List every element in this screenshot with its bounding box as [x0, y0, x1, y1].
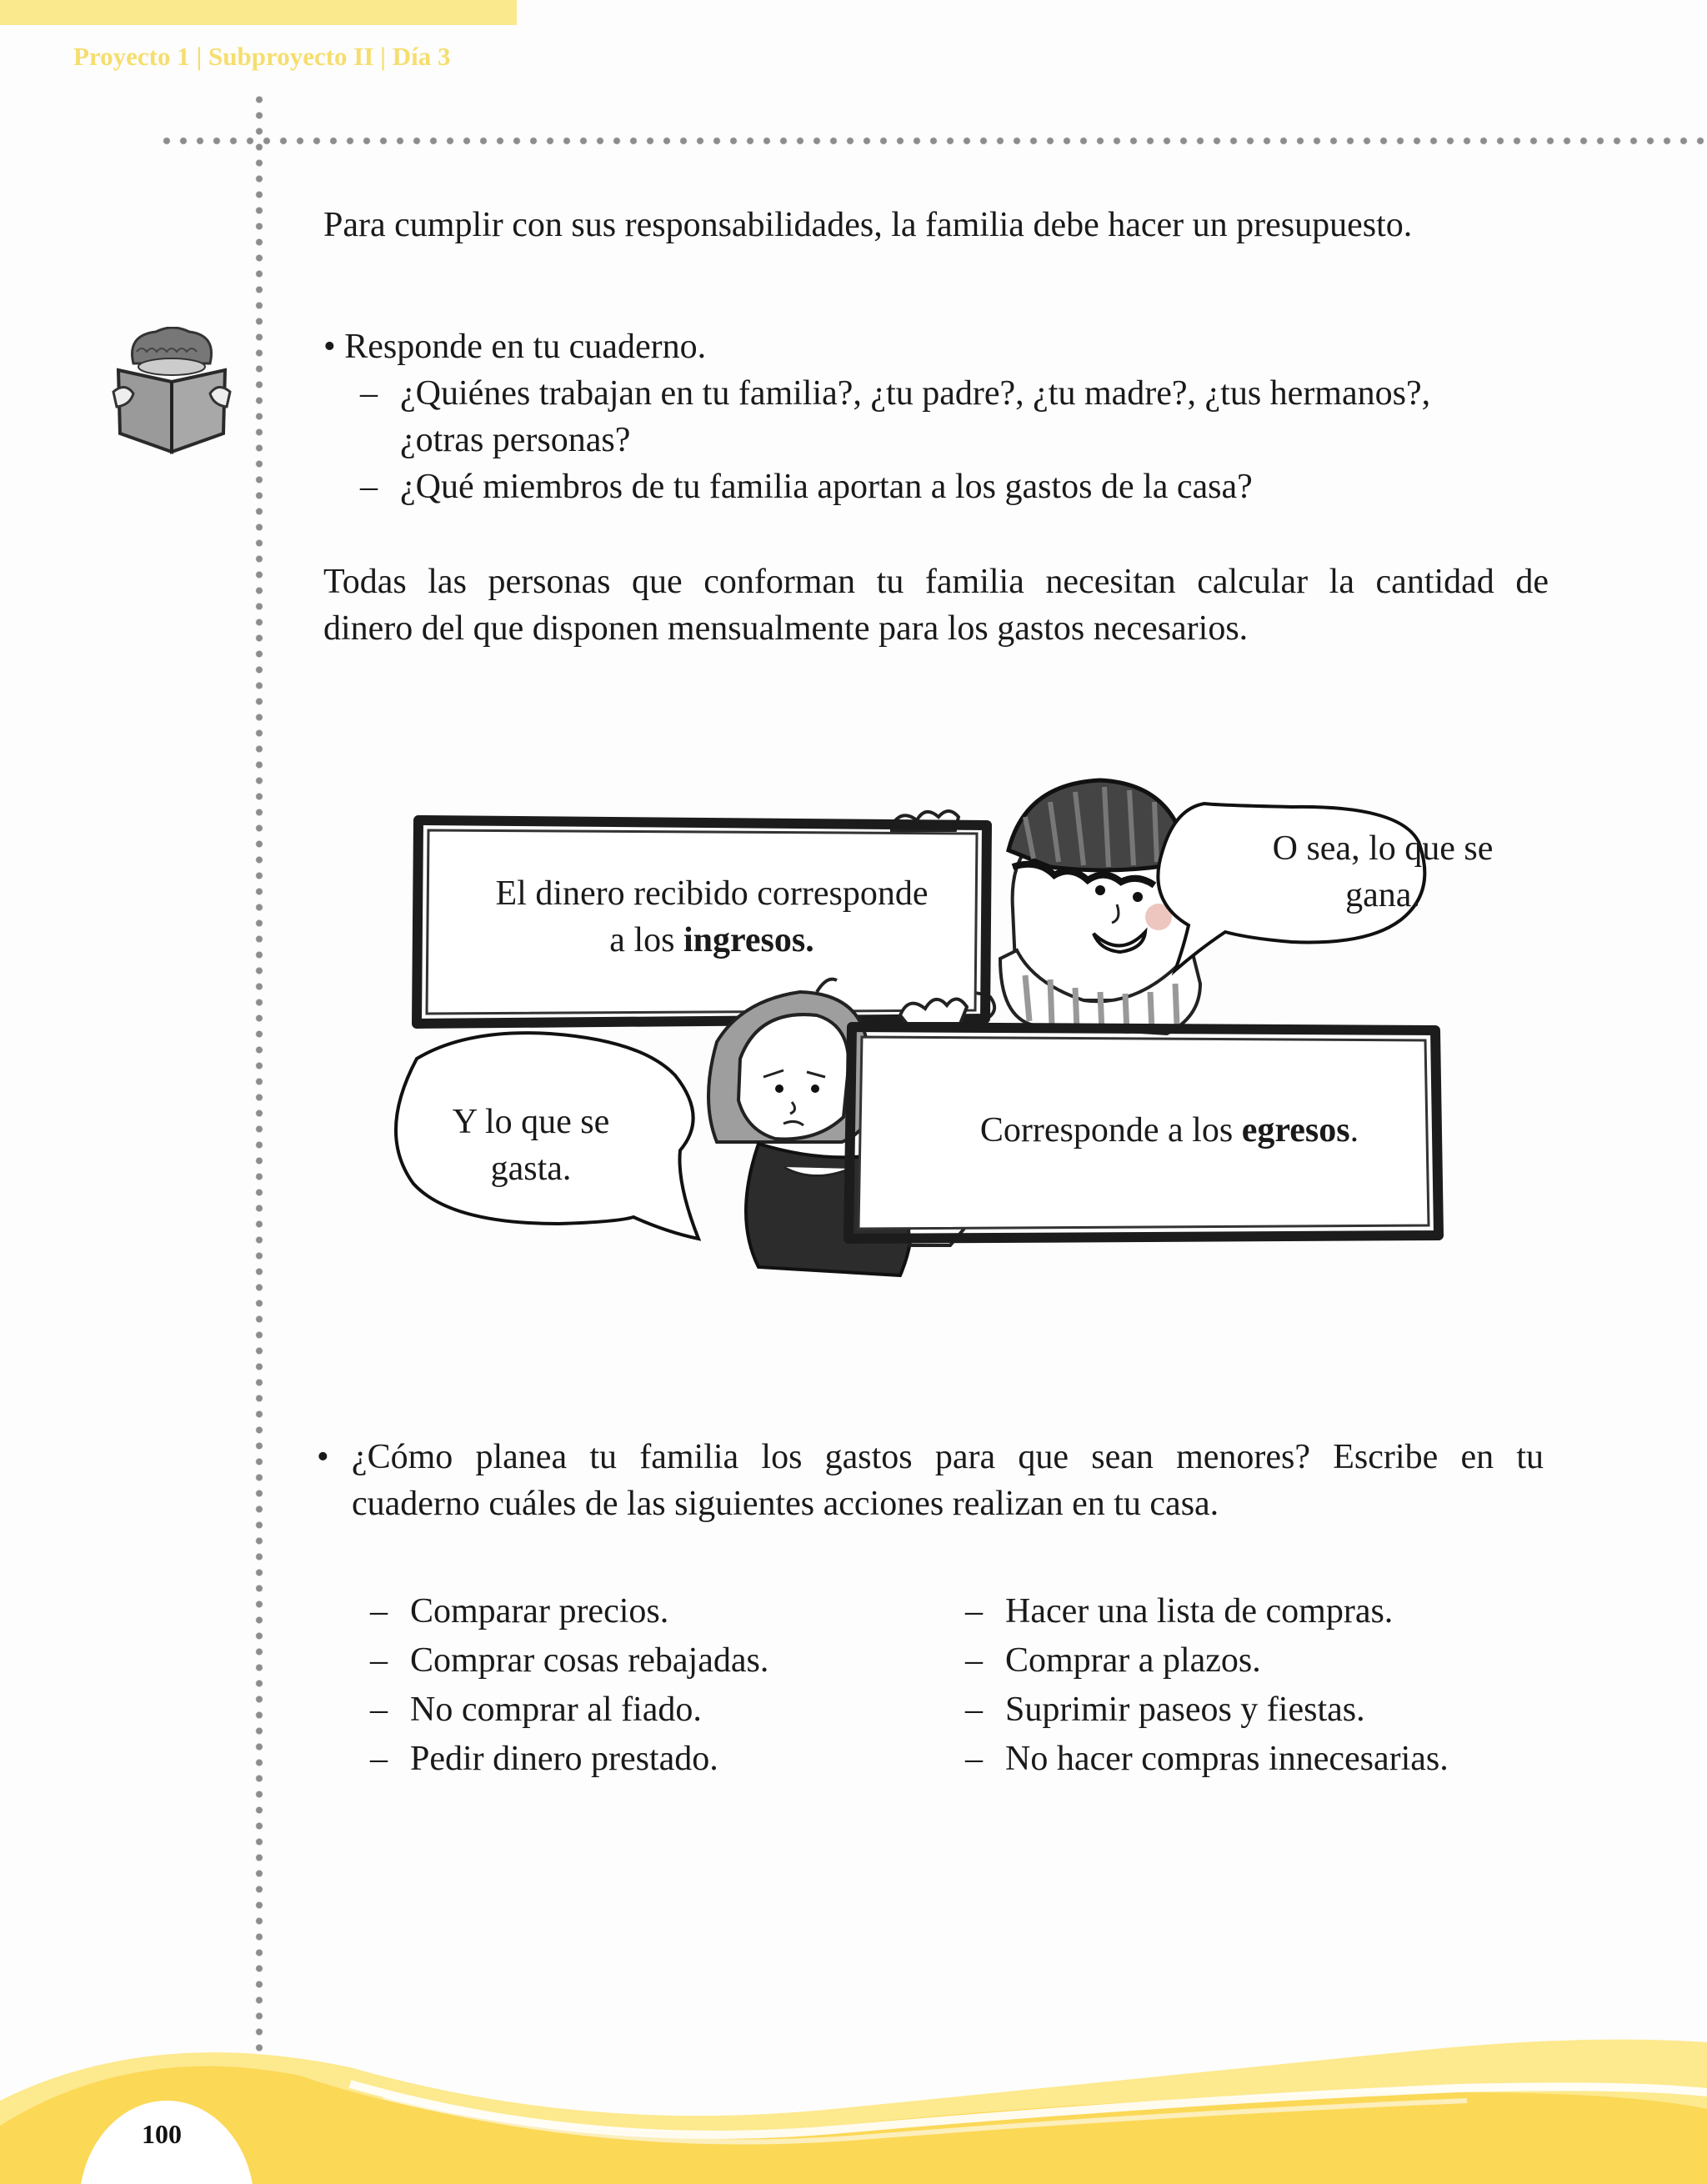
horizontal-dotted-rule	[158, 135, 1707, 147]
actions-left-list	[370, 1587, 768, 1784]
header-color-bar	[0, 0, 517, 25]
vertical-dotted-rule	[253, 92, 265, 2076]
activity1-question-2: ¿Qué miembros de tu familia aportan a los gastos de la casa?	[400, 468, 1253, 506]
explanation-line-2: dinero del que disponen mensualmente para los gastos necesarios.	[323, 609, 1249, 648]
bubble-ingresos-line-2: gana.	[1345, 876, 1420, 914]
footer-wave-decoration	[0, 1984, 1707, 2184]
intro-text: Para cumplir con sus responsabilidades, la familia debe hacer un presupuesto.	[323, 206, 1413, 244]
reading-child-icon	[110, 327, 235, 460]
activity1-question-1-line2: ¿otras personas?	[400, 421, 631, 459]
list-item: – No hacer compras innecesarias.	[965, 1740, 1449, 1778]
activity1-dash-2: –	[360, 468, 378, 506]
running-head: Proyecto 1 | Subproyecto II | Día 3	[73, 42, 451, 71]
bubble-egresos-text	[385, 1099, 677, 1192]
activity2-line-2: cuaderno cuáles de las siguientes acciones realizan en tu casa.	[352, 1485, 1219, 1523]
list-item: – No comprar al fiado.	[370, 1691, 702, 1729]
ingresos-sign-line-2	[425, 917, 999, 964]
bubble-egresos-line-2: gasta.	[490, 1150, 572, 1188]
list-item: – Pedir dinero prestado.	[370, 1740, 718, 1778]
list-item: – Comprar a plazos.	[965, 1641, 1261, 1680]
bubble-egresos-line-1: Y lo que se	[452, 1103, 610, 1141]
bubble-ingresos-text	[1195, 825, 1570, 919]
activity1-bullet: • Responde en tu cuaderno.	[323, 328, 707, 366]
bubble-ingresos-line-1: O sea, lo que se	[1272, 829, 1494, 868]
egresos-sign-prefix: Corresponde a los	[979, 1111, 1242, 1150]
egresos-keyword: egresos	[1241, 1111, 1350, 1150]
explanation-line-1: Todas las personas que conforman tu familia necesitan calcular la cantidad de	[323, 563, 1549, 601]
page-number: 100	[142, 2119, 182, 2149]
list-item: – Comparar precios.	[370, 1592, 669, 1630]
ingresos-sign-text	[425, 870, 999, 964]
list-item: – Hacer una lista de compras.	[965, 1592, 1394, 1630]
activity1-dash-1: –	[360, 374, 378, 413]
ingresos-sign-line-1: El dinero recibido corresponde	[495, 874, 929, 913]
actions-right-list	[965, 1587, 1449, 1784]
ingresos-sign-prefix: a los	[609, 921, 683, 959]
list-item: – Suprimir paseos y fiestas.	[965, 1691, 1365, 1729]
list-item: – Comprar cosas rebajadas.	[370, 1641, 769, 1680]
ingresos-keyword: ingresos.	[683, 921, 814, 959]
activity2-line-1: • ¿Cómo planea tu familia los gastos para que sean menores? Escribe en tu	[317, 1438, 1544, 1476]
activity1-question-1-line1: ¿Quiénes trabajan en tu familia?, ¿tu padre?, ¿tu madre?, ¿tus hermanos?,	[400, 374, 1431, 413]
egresos-sign-suffix: .	[1349, 1111, 1359, 1150]
egresos-sign-text	[863, 1107, 1476, 1154]
